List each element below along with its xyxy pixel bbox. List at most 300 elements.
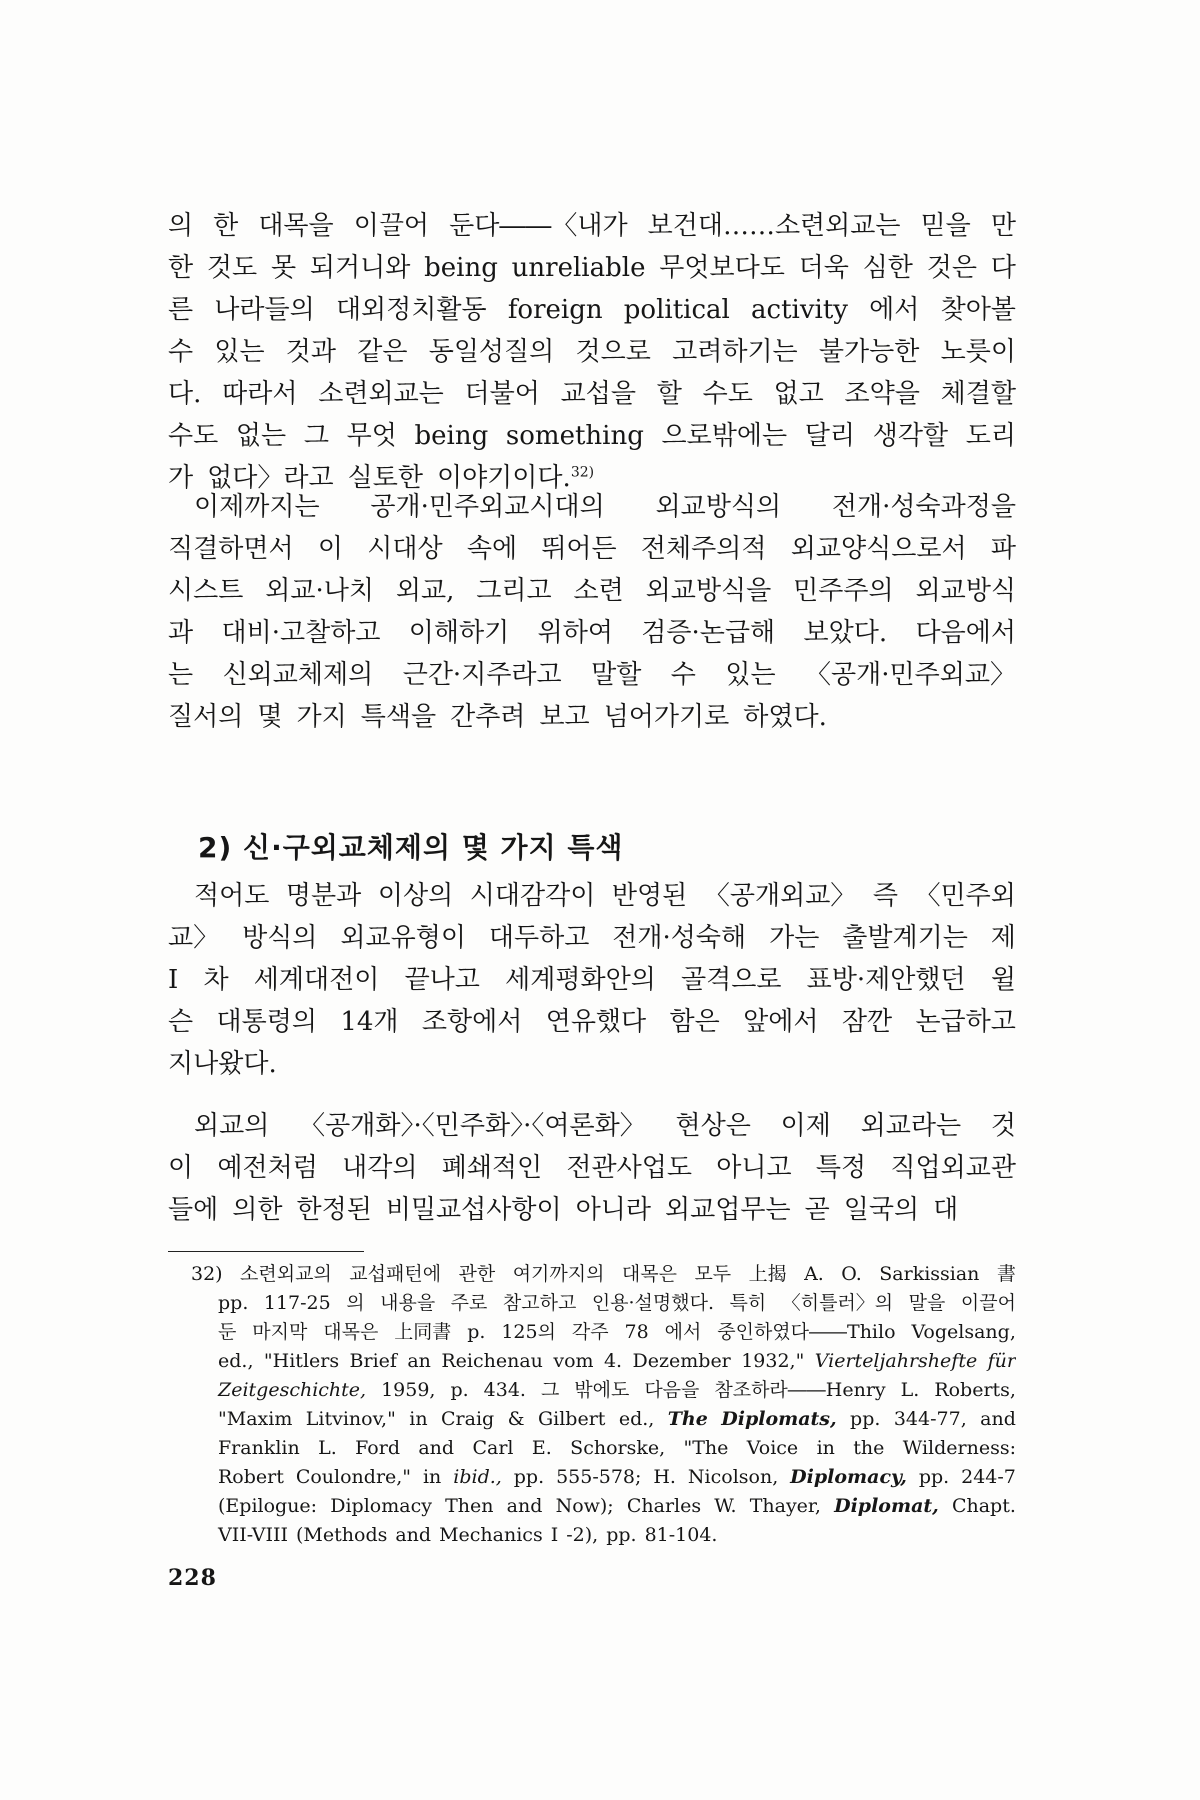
footnote-word: vom <box>553 1350 594 1372</box>
word: 찾아볼 <box>940 295 1016 325</box>
word: 예전처럼 <box>217 1153 318 1183</box>
word: 폐쇄적인 <box>441 1153 543 1183</box>
word: 끝나고 <box>404 965 480 995</box>
text-line <box>168 486 1016 528</box>
footnote-word: (Methods <box>296 1524 388 1546</box>
footnote-word: & <box>507 1408 525 1430</box>
footnote-line <box>193 1492 1016 1521</box>
text-line <box>168 331 1016 373</box>
word: being <box>424 253 498 283</box>
word: 지나왔다. <box>168 1049 277 1079</box>
word: 신외교체제의 <box>222 660 374 690</box>
word: 그 <box>303 421 329 451</box>
footnote-word: 32) <box>191 1263 223 1285</box>
word: 이제까지는 <box>194 492 320 522</box>
word: 조항에서 <box>421 1007 523 1037</box>
word: 다. <box>168 379 202 409</box>
footnote-word: 117-25 <box>263 1292 331 1314</box>
word: 소련외교는 <box>318 379 444 409</box>
word: 명분과 <box>285 881 362 911</box>
footnote-word: 에서 <box>664 1321 702 1343</box>
word: 수 <box>168 337 194 367</box>
footnote-word: 125의 <box>501 1321 556 1343</box>
word: 방식의 <box>242 923 318 953</box>
word: 내각의 <box>342 1153 418 1183</box>
footnote-word: -2), <box>566 1524 599 1546</box>
word: 대두하고 <box>488 923 590 953</box>
word: 아니고 <box>716 1153 792 1183</box>
word: 교〉 <box>168 923 220 953</box>
footnote-word: the <box>853 1437 885 1459</box>
word: 따라서 <box>222 379 298 409</box>
footnote-word: Litvinov," <box>305 1408 396 1430</box>
word: 보았다. <box>803 618 888 648</box>
word: 에서 <box>869 295 920 325</box>
word: 가 <box>168 463 194 493</box>
word: 비밀교섭사항이 <box>385 1195 562 1225</box>
word: 다음에서 <box>915 618 1016 648</box>
word: 이제 <box>780 1111 831 1141</box>
footnote-word: 모두 <box>694 1263 732 1285</box>
word: 고려하기는 <box>672 337 798 367</box>
footnote-reference[interactable]: 32) <box>570 464 595 481</box>
word: 외교라는 <box>860 1111 962 1141</box>
word: 노릇이 <box>940 337 1016 367</box>
footnote-word: 이끌어 <box>960 1292 1016 1314</box>
word: 조약을 <box>844 379 920 409</box>
word: 일국의 <box>843 1195 920 1225</box>
footnote-word: Gilbert <box>537 1408 606 1430</box>
paragraph-summary <box>168 486 1016 738</box>
word: 더불어 <box>464 379 540 409</box>
footnote-word: Diplomat, <box>834 1495 939 1517</box>
footnote-word: Mechanics <box>439 1524 543 1546</box>
footnote-word: p. <box>467 1321 486 1343</box>
footnote-word: pp. <box>606 1524 637 1546</box>
footnote-word: an <box>407 1350 431 1372</box>
word: 것과 <box>285 337 337 367</box>
footnote-word: Dezember <box>632 1350 731 1372</box>
word: 〈공개화〉·〈민주화〉·〈여론화〉 <box>299 1111 646 1141</box>
footnote-word: The <box>667 1408 708 1430</box>
footnote-word: 의 <box>346 1292 365 1314</box>
footnote-word: 중인하였다――Thilo <box>717 1321 896 1343</box>
word: 즉 <box>872 881 898 911</box>
text-line <box>168 289 1016 331</box>
word: 수도 <box>168 421 219 451</box>
paragraph-continued <box>168 205 1016 499</box>
text-line <box>168 1189 1016 1231</box>
footnote-word: 참고하고 <box>502 1292 577 1314</box>
footnote-word: 上揭 <box>748 1263 787 1285</box>
footnote-word: "Maxim <box>218 1408 293 1430</box>
word: 윌 <box>990 965 1016 995</box>
word: 심한 <box>862 253 913 283</box>
word: 것은 <box>926 253 977 283</box>
word: 세계대전이 <box>253 965 380 995</box>
word: 외교유형이 <box>340 923 466 953</box>
word: 른 <box>168 295 194 325</box>
word: 으로밖에는 <box>661 421 788 451</box>
word: 현상은 <box>675 1111 751 1141</box>
text-line <box>168 654 1016 696</box>
word: 과 <box>168 618 194 648</box>
text-line <box>168 1147 1016 1189</box>
word: 한 <box>168 253 194 283</box>
word: 만 <box>990 211 1016 241</box>
word: 하였다. <box>743 702 827 732</box>
footnote-word: 4. <box>603 1350 623 1372</box>
word: 무엇보다도 <box>659 253 785 283</box>
word: 넘어가기로 <box>603 702 730 732</box>
word: 전관사업도 <box>566 1153 693 1183</box>
word: 한 <box>213 211 239 241</box>
word: 생각할 <box>872 421 949 451</box>
footnote-word: (Epilogue: <box>218 1495 318 1517</box>
footnote-word: Nicolson, <box>687 1466 779 1488</box>
word: 간추려 <box>450 702 526 732</box>
footnote-word: pp. <box>218 1292 249 1314</box>
word: 불가능한 <box>818 337 920 367</box>
footnote-word: "The <box>683 1437 729 1459</box>
footnote-word: 344-77, <box>893 1408 967 1430</box>
footnote-word: 다음을 <box>644 1379 700 1401</box>
footnote-word: 대목은 <box>621 1263 677 1285</box>
word: 한정된 <box>296 1195 372 1225</box>
word: 할 <box>656 379 682 409</box>
word: 도리 <box>965 421 1016 451</box>
word: 차 <box>203 965 229 995</box>
footnote-word: Now); <box>555 1495 614 1517</box>
footnote-word: Roberts, <box>934 1379 1016 1401</box>
footnote-word: Diplomacy <box>330 1495 432 1517</box>
word: 있는 <box>214 337 265 367</box>
word: 제 <box>990 923 1016 953</box>
word: 이 <box>317 534 343 564</box>
word: 믿을 <box>920 211 971 241</box>
word: 이해하기 <box>408 618 510 648</box>
footnote-word: I <box>550 1524 559 1546</box>
page-number: 228 <box>168 1565 217 1591</box>
footnote-word: 그 <box>540 1379 560 1401</box>
footnote-line <box>193 1521 1016 1550</box>
word: 외교, <box>395 576 455 606</box>
word: 슨 <box>168 1007 194 1037</box>
paragraph-section-2 <box>168 1105 1016 1231</box>
word: 반영된 <box>611 881 688 911</box>
footnote-word: ed., <box>618 1408 655 1430</box>
word: 대 <box>933 1195 959 1225</box>
word: 논급하고 <box>915 1007 1016 1037</box>
footnote-word: and <box>980 1408 1016 1430</box>
footnote-word: 1932," <box>741 1350 805 1372</box>
footnote-word: H. <box>653 1466 676 1488</box>
word: being <box>414 421 489 451</box>
text-line <box>168 696 1016 738</box>
word: 달리 <box>804 421 856 451</box>
footnote-word: and <box>506 1495 543 1517</box>
word: 나라들의 <box>214 295 315 325</box>
word: 의 <box>168 211 194 241</box>
word: 동일성질의 <box>428 337 555 367</box>
footnote-line <box>193 1463 1016 1492</box>
word: 이 <box>168 1153 194 1183</box>
word: 없다〉라고 <box>207 463 334 493</box>
word: 무엇 <box>346 421 397 451</box>
word: 는 <box>168 660 194 690</box>
word: 대외정치활동 <box>335 295 487 325</box>
word: 다 <box>990 253 1016 283</box>
footnote-word: 434. <box>483 1379 526 1401</box>
word: 연유했다 <box>545 1007 647 1037</box>
footnote-word: Thayer, <box>749 1495 821 1517</box>
footnote-word: 교섭패턴에 <box>349 1263 442 1285</box>
word: 잠깐 <box>841 1007 893 1037</box>
word: 같은 <box>357 337 408 367</box>
footnote-word: Diplomacy, <box>790 1466 907 1488</box>
footnote-word: 書 <box>996 1263 1016 1285</box>
footnote-separator <box>168 1251 364 1252</box>
word: 이끌어 <box>353 211 430 241</box>
word: 외교·나치 <box>265 576 374 606</box>
footnote-word: 말을 <box>908 1292 946 1314</box>
footnote-word: Carl <box>472 1437 514 1459</box>
word: 보건대……소련외교는 <box>647 211 901 241</box>
word: 속에 <box>466 534 518 564</box>
section-heading: 2) 신·구외교체제의 몇 가지 특색 <box>198 831 624 864</box>
footnote-line <box>193 1376 1016 1405</box>
footnote-word: Vogelsang, <box>911 1321 1016 1343</box>
footnote-word: ibid., <box>453 1466 502 1488</box>
word: 수 <box>670 660 696 690</box>
word: 전개·성숙해 <box>612 923 747 953</box>
word: activity <box>751 295 848 325</box>
word: 〈공개·민주외교〉 <box>805 660 1016 690</box>
footnote-word: Vierteljahrshefte <box>814 1350 978 1372</box>
text-line <box>168 247 1016 289</box>
footnote-word: p. <box>450 1379 469 1401</box>
word: 가는 <box>769 923 820 953</box>
footnote-word: in <box>409 1408 428 1430</box>
footnote-word: 〈히틀러〉의 <box>781 1292 894 1314</box>
word: 없고 <box>773 379 824 409</box>
word: 전체주의적 <box>640 534 767 564</box>
footnote-line <box>193 1405 1016 1434</box>
footnote-line <box>193 1289 1016 1318</box>
text-line <box>168 1105 1016 1147</box>
footnote-word: pp. <box>918 1466 950 1488</box>
footnote-word: Wilderness: <box>902 1437 1016 1459</box>
footnote-word: 관한 <box>458 1263 496 1285</box>
word: 의한 <box>232 1195 283 1225</box>
word: 것으로 <box>575 337 651 367</box>
word: 몇 <box>257 702 283 732</box>
word: 실토한 <box>347 463 423 493</box>
word: 14개 <box>340 1007 399 1037</box>
footnote-word: 여기까지의 <box>512 1263 605 1285</box>
text-line <box>168 570 1016 612</box>
word: unreliable <box>511 253 646 283</box>
word: 외교방식의 <box>655 492 782 522</box>
footnote-line <box>193 1347 1016 1376</box>
text-line <box>168 917 1016 959</box>
footnote-word: pp. <box>513 1466 545 1488</box>
footnote-word: für <box>987 1350 1016 1372</box>
text-line <box>168 373 1016 415</box>
word: 근간·지주라고 <box>402 660 562 690</box>
word: 직업외교관 <box>890 1153 1016 1183</box>
word: 가지 <box>296 702 347 732</box>
word: something <box>505 421 644 451</box>
word: 외교방식을 <box>645 576 772 606</box>
footnote-word: Brief <box>349 1350 397 1372</box>
word: 민주주의 <box>793 576 894 606</box>
word: 것도 <box>206 253 258 283</box>
word: 교섭을 <box>560 379 636 409</box>
word: 둔다――〈내가 <box>449 211 628 241</box>
word: 외교의 <box>194 1111 270 1141</box>
footnote-word: and <box>395 1524 432 1546</box>
text-line <box>168 205 1016 247</box>
word: foreign <box>507 295 603 325</box>
footnote-word: Ford <box>355 1437 400 1459</box>
word: 출발계기는 <box>842 923 968 953</box>
footnote-word: 78 <box>624 1321 649 1343</box>
footnote-line <box>191 1260 1016 1289</box>
word: 골격으로 <box>681 965 782 995</box>
footnote-line <box>193 1318 1016 1347</box>
word: 체결할 <box>940 379 1016 409</box>
word: 앞에서 <box>743 1007 819 1037</box>
word: 위하여 <box>537 618 613 648</box>
footnote-line <box>193 1434 1016 1463</box>
word: 시대감각이 <box>469 881 596 911</box>
word: 뛰어든 <box>541 534 617 564</box>
footnote-word: Charles <box>626 1495 702 1517</box>
footnote-word: E. <box>531 1437 552 1459</box>
footnote-word: 上同書 <box>394 1321 452 1343</box>
word: 외교업무는 <box>665 1195 791 1225</box>
footnote-word: 인용·설명했다. <box>591 1292 715 1314</box>
footnote-word: 대목은 <box>323 1321 379 1343</box>
word: 외교방식 <box>915 576 1016 606</box>
word: 세계평화안의 <box>505 965 656 995</box>
word: 이상의 <box>377 881 454 911</box>
word: 특정 <box>815 1153 867 1183</box>
footnote-word: 내용을 <box>380 1292 436 1314</box>
footnote-word: 특히 <box>729 1292 767 1314</box>
footnote-word: in <box>816 1437 835 1459</box>
word: 들에 <box>168 1195 219 1225</box>
text-line <box>168 415 1016 457</box>
footnote-word: pp. <box>850 1408 881 1430</box>
text-line <box>168 1043 1016 1085</box>
word: 대통령의 <box>216 1007 317 1037</box>
word: 적어도 <box>194 881 270 911</box>
footnote-word: 555-578; <box>556 1466 642 1488</box>
text-line <box>168 1001 1016 1043</box>
word: 함은 <box>669 1007 720 1037</box>
footnote-word: Coulondre," <box>295 1466 412 1488</box>
footnote-word: 244-7 <box>961 1466 1016 1488</box>
word: 전개·성숙과정을 <box>831 492 1016 522</box>
word: 표방·제안했던 <box>806 965 966 995</box>
word: 〈공개외교〉 <box>703 881 857 911</box>
word: 파 <box>990 534 1016 564</box>
footnote-word: Then <box>445 1495 494 1517</box>
footnote-word: 소련외교의 <box>240 1263 332 1285</box>
word: 없는 <box>235 421 287 451</box>
footnote-word: L. <box>900 1379 920 1401</box>
footnote-word: Robert <box>218 1466 284 1488</box>
word: 못 <box>270 253 297 283</box>
footnote-word: L. <box>318 1437 337 1459</box>
footnote-word: and <box>418 1437 455 1459</box>
word: 말할 <box>591 660 642 690</box>
footnote-word: "Hitlers <box>263 1350 340 1372</box>
word: 시대상 <box>367 534 443 564</box>
word: 대목을 <box>258 211 334 241</box>
word: 아니라 <box>575 1195 651 1225</box>
footnote-word: 81-104. <box>644 1524 718 1546</box>
word: 검증·논급해 <box>641 618 776 648</box>
footnote-word: ed., <box>218 1350 254 1372</box>
word: 더욱 <box>798 253 849 283</box>
footnote-32 <box>193 1260 1016 1550</box>
footnote-word: 주로 <box>450 1292 488 1314</box>
footnote-word: A. <box>804 1263 824 1285</box>
footnote-word: Sarkissian <box>879 1263 980 1285</box>
word: 되거니와 <box>309 253 411 283</box>
footnote-word: W. <box>714 1495 737 1517</box>
paragraph-section-1 <box>168 875 1016 1085</box>
word: 특색을 <box>360 702 437 732</box>
footnote-word: O. <box>841 1263 862 1285</box>
text-line <box>168 959 1016 1001</box>
footnote-word: Diplomats, <box>721 1408 837 1430</box>
footnote-word: Schorske, <box>570 1437 666 1459</box>
word: 그리고 <box>476 576 552 606</box>
text-line <box>168 875 1016 917</box>
footnote-word: Franklin <box>218 1437 300 1459</box>
word: 직결하면서 <box>168 534 294 564</box>
word: 보고 <box>539 702 590 732</box>
word: 수도 <box>702 379 753 409</box>
footnote-word: 참조하라――Henry <box>714 1379 886 1401</box>
word: 공개·민주외교시대의 <box>370 492 605 522</box>
word: 외교양식으로서 <box>790 534 967 564</box>
word: 것 <box>990 1111 1016 1141</box>
footnote-word: 마지막 <box>252 1321 308 1343</box>
word: I <box>168 965 179 995</box>
word: 곧 <box>804 1195 830 1225</box>
word: 시스트 <box>168 576 244 606</box>
word: 대비·고찰하고 <box>221 618 381 648</box>
footnote-word: Craig <box>441 1408 495 1430</box>
footnote-word: Chapt. <box>951 1495 1016 1517</box>
text-line <box>168 528 1016 570</box>
word: 소련 <box>573 576 624 606</box>
word: 〈민주외 <box>914 881 1016 911</box>
footnote-word: 1959, <box>381 1379 436 1401</box>
footnote-word: Voice <box>746 1437 799 1459</box>
footnote-word: 각주 <box>571 1321 609 1343</box>
word: 있는 <box>725 660 776 690</box>
footnote-word: 밖에도 <box>574 1379 630 1401</box>
footnote-word: in <box>422 1466 442 1488</box>
word: 이야기이다.$^{32)}$ <box>436 463 595 493</box>
footnote-word: Reichenau <box>441 1350 543 1372</box>
